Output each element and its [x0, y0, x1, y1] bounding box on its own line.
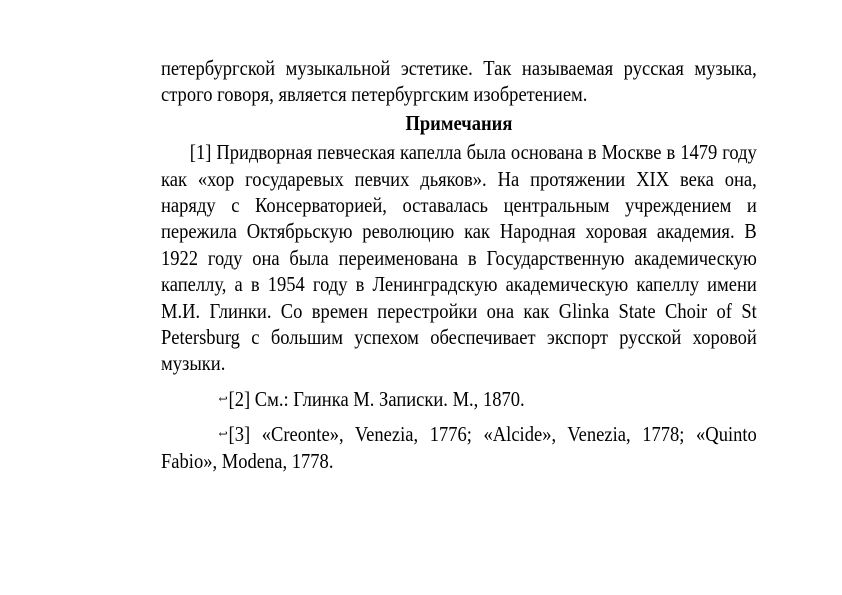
- intro-paragraph: петербургской музыкальной эстетике. Так называемая русская музыка, строго говоря, является петербургским изобретением.: [161, 58, 757, 107]
- footnote-3: [161, 421, 757, 475]
- back-arrow-icon[interactable]: ↩: [218, 391, 228, 406]
- document-page: [161, 56, 757, 475]
- footnote-2-text: [2] См.: Глинка М. Записки. М., 1870.: [228, 388, 525, 411]
- footnote-1: [161, 140, 757, 378]
- back-arrow-icon[interactable]: ↩: [218, 427, 228, 442]
- footnote-2: [161, 386, 757, 413]
- footnote-3-text: [3] «Creonte», Venezia, 1776; «Alcide», Venezia, 1778; «Quinto Fabio», Modena, 1778.: [161, 424, 757, 473]
- notes-heading: Примечания: [405, 112, 513, 135]
- footnote-1-text: [1] Придворная певческая капелла была основана в Москве в 1479 году как «хор государевых певчих дьяков». На протяжении XIX века она, наряду с Консерваторией, оставалась центральным учреждением и пережила Октябрьскую революцию как Народная хоровая академия. В 1922 году она была переименована в Государственную академическую капеллу, а в 1954 году в Ленинградскую академическую капеллу имени М.И. Глинки. Со времен перестройки она как Glinka State Choir of St Petersburg с большим успехом обеспечивает экспорт русской хоровой музыки.: [161, 142, 757, 376]
